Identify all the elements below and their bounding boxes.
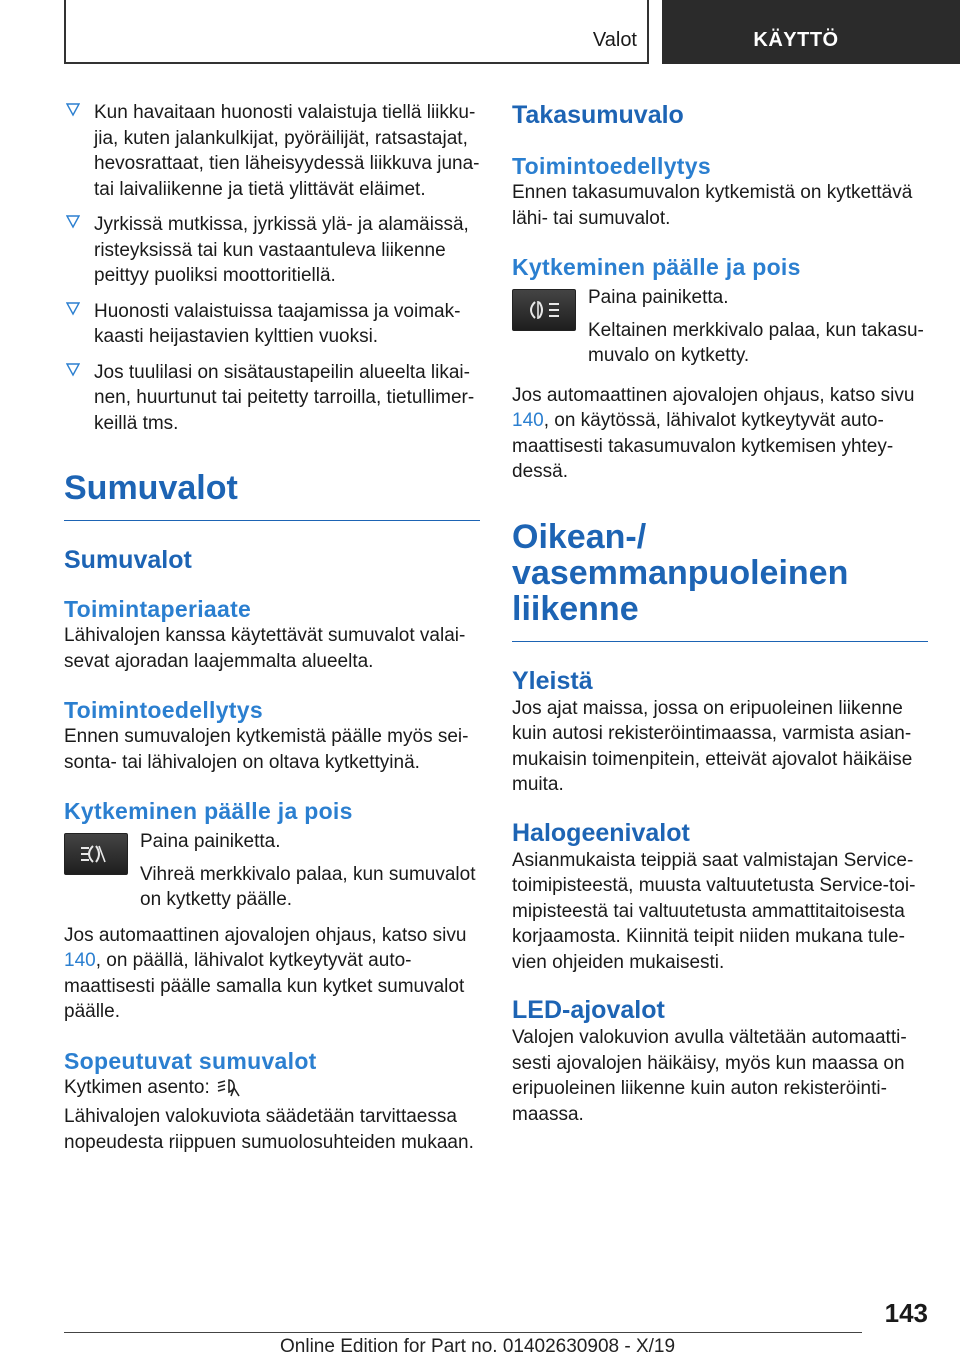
subsection-title-led: LED-ajovalot xyxy=(512,996,665,1024)
heading-rear-requirements: Toimintoedellytys xyxy=(512,153,711,179)
front-fog-press-text: Paina painiketta. xyxy=(140,831,281,852)
heading-requirements: Toimintoedellytys xyxy=(64,697,263,723)
front-fog-light-icon xyxy=(64,833,128,875)
switch-position-text: Kytkimen asento: xyxy=(64,1075,480,1101)
heading-principle: Toimintaperiaate xyxy=(64,596,252,622)
rear-fog-light-icon xyxy=(512,289,576,331)
led-text: Valojen valokuvion avulla vältetään automaattisesti ajovalojen häikäisy, myös kun maassa on eripuoleinen liikenne kuin auton rekisteröintimaassa. xyxy=(512,1027,907,1125)
header-chapter-title: KÄYTTÖ xyxy=(753,29,839,51)
list-item: Jos tuulilasi on sisätaustapeilin alueelta likainen, huurtunut tai peitetty tarroilla, tietullimerkeillä tms. xyxy=(64,360,480,437)
rear-requirements-text: Ennen takasumuvalon kytkemistä on kytkettävä lähi- tai sumuvalot. xyxy=(512,182,913,229)
page-link-140-rear[interactable]: 140 xyxy=(512,410,544,431)
footer-edition: Online Edition for Part no. 01402630908 - X/19 xyxy=(280,1336,676,1357)
principle-text: Lähivalojen kanssa käytettävät sumuvalot valaisevat ajoradan laajemmalta alueelta. xyxy=(64,625,466,672)
section-title-fog-lights: Sumuvalot xyxy=(64,470,480,521)
front-fog-indicator-text-a: Vihreä merkkivalo palaa, kun sumuvalot on kytketty päälle. xyxy=(140,863,476,910)
right-column xyxy=(512,100,928,1127)
heading-adaptive-fog: Sopeutuvat sumuvalot xyxy=(64,1047,317,1074)
page-link-140[interactable]: 140 xyxy=(64,950,96,971)
list-item: Jyrkissä mutkissa, jyrkissä ylä- ja alamäissä, risteyksissä tai kun vastaantuleva liikenne peittyy puoliksi moottoritiellä. xyxy=(64,212,480,289)
triangle-bullet-icon xyxy=(66,302,80,316)
subsection-title-fog-lights: Sumuvalot xyxy=(64,546,192,574)
subsection-title-halogen: Halogeenivalot xyxy=(512,818,690,847)
halogen-text: Asianmukaista teippiä saat valmistajan Service-toimipisteestä, muusta valtuutetusta Service-toimipisteestä tai valtuutetusta ammattitaitoisesta korjaamosta. Kiinnitä teipit niiden mukana tulevien ohjeiden mukaisesti. xyxy=(512,849,916,973)
header-section-title: Valot xyxy=(592,29,637,51)
header-section-box xyxy=(64,0,649,64)
triangle-bullet-icon xyxy=(66,103,80,117)
header-chapter-tab xyxy=(662,0,960,64)
subsection-title-rear-fog: Takasumuvalo xyxy=(512,101,684,129)
footer-divider xyxy=(64,1332,862,1333)
rear-fog-press-text: Paina painiketta. xyxy=(588,287,729,308)
rear-fog-auto-text: Jos automaattinen ajovalojen ohjaus, katso sivu 140, on käytössä, lähivalot kytkeytyvät automaattisesti takasumuvalon kytkemisen yhteydessä. xyxy=(512,384,915,482)
conditions-list xyxy=(64,100,480,436)
page-number: 143 xyxy=(884,1298,928,1328)
triangle-bullet-icon xyxy=(66,363,80,377)
requirements-text: Ennen sumuvalojen kytkemistä päälle myös seisonta- tai lähivalojen on oltava kytkettyinä. xyxy=(64,726,469,773)
heading-switch-on-off: Kytkeminen päälle ja pois xyxy=(64,798,353,824)
section-title-traffic-side: Oikean-/ vasemmanpuoleinen liikenne xyxy=(512,519,928,642)
front-fog-button-row xyxy=(64,829,480,913)
list-item: Kun havaitaan huonosti valaistuja tiellä liikkujia, kuten jalankulkijat, pyöräilijät, ratsastajat, hevosrattaat, tien läheisyydessä liikkuva juna- tai laivaliikenne ja tietä ylittävät eläimet. xyxy=(64,100,480,202)
adaptive-fog-text: Lähivalojen valokuviota säädetään tarvittaessa nopeudesta riippuen sumuolosuhteiden mukaan. xyxy=(64,1106,474,1153)
triangle-bullet-icon xyxy=(66,215,80,229)
front-fog-auto-text: Jos automaattinen ajovalojen ohjaus, katso sivu 140, on päällä, lähivalot kytkeytyvät automaattisesti päälle samalla kun kytket sumuvalot päälle. xyxy=(64,924,467,1022)
heading-rear-switch-on-off: Kytkeminen päälle ja pois xyxy=(512,254,801,280)
left-column xyxy=(64,100,480,1155)
general-text: Jos ajat maissa, jossa on eripuoleinen liikenne kuin autosi rekisteröintimaassa, varmista asianmukaisin toimenpitein, etteivät ajovalot häikäise muita. xyxy=(512,697,913,795)
list-item: Huonosti valaistuissa taajamissa ja voimakkaasti heijastavien kylttien vuoksi. xyxy=(64,299,480,350)
rear-fog-button-row xyxy=(512,285,928,369)
adaptive-fog-light-icon xyxy=(215,1076,241,1098)
subsection-title-general: Yleistä xyxy=(512,666,593,695)
rear-fog-indicator-text: Keltainen merkkivalo palaa, kun takasumuvalo on kytketty. xyxy=(588,319,924,366)
